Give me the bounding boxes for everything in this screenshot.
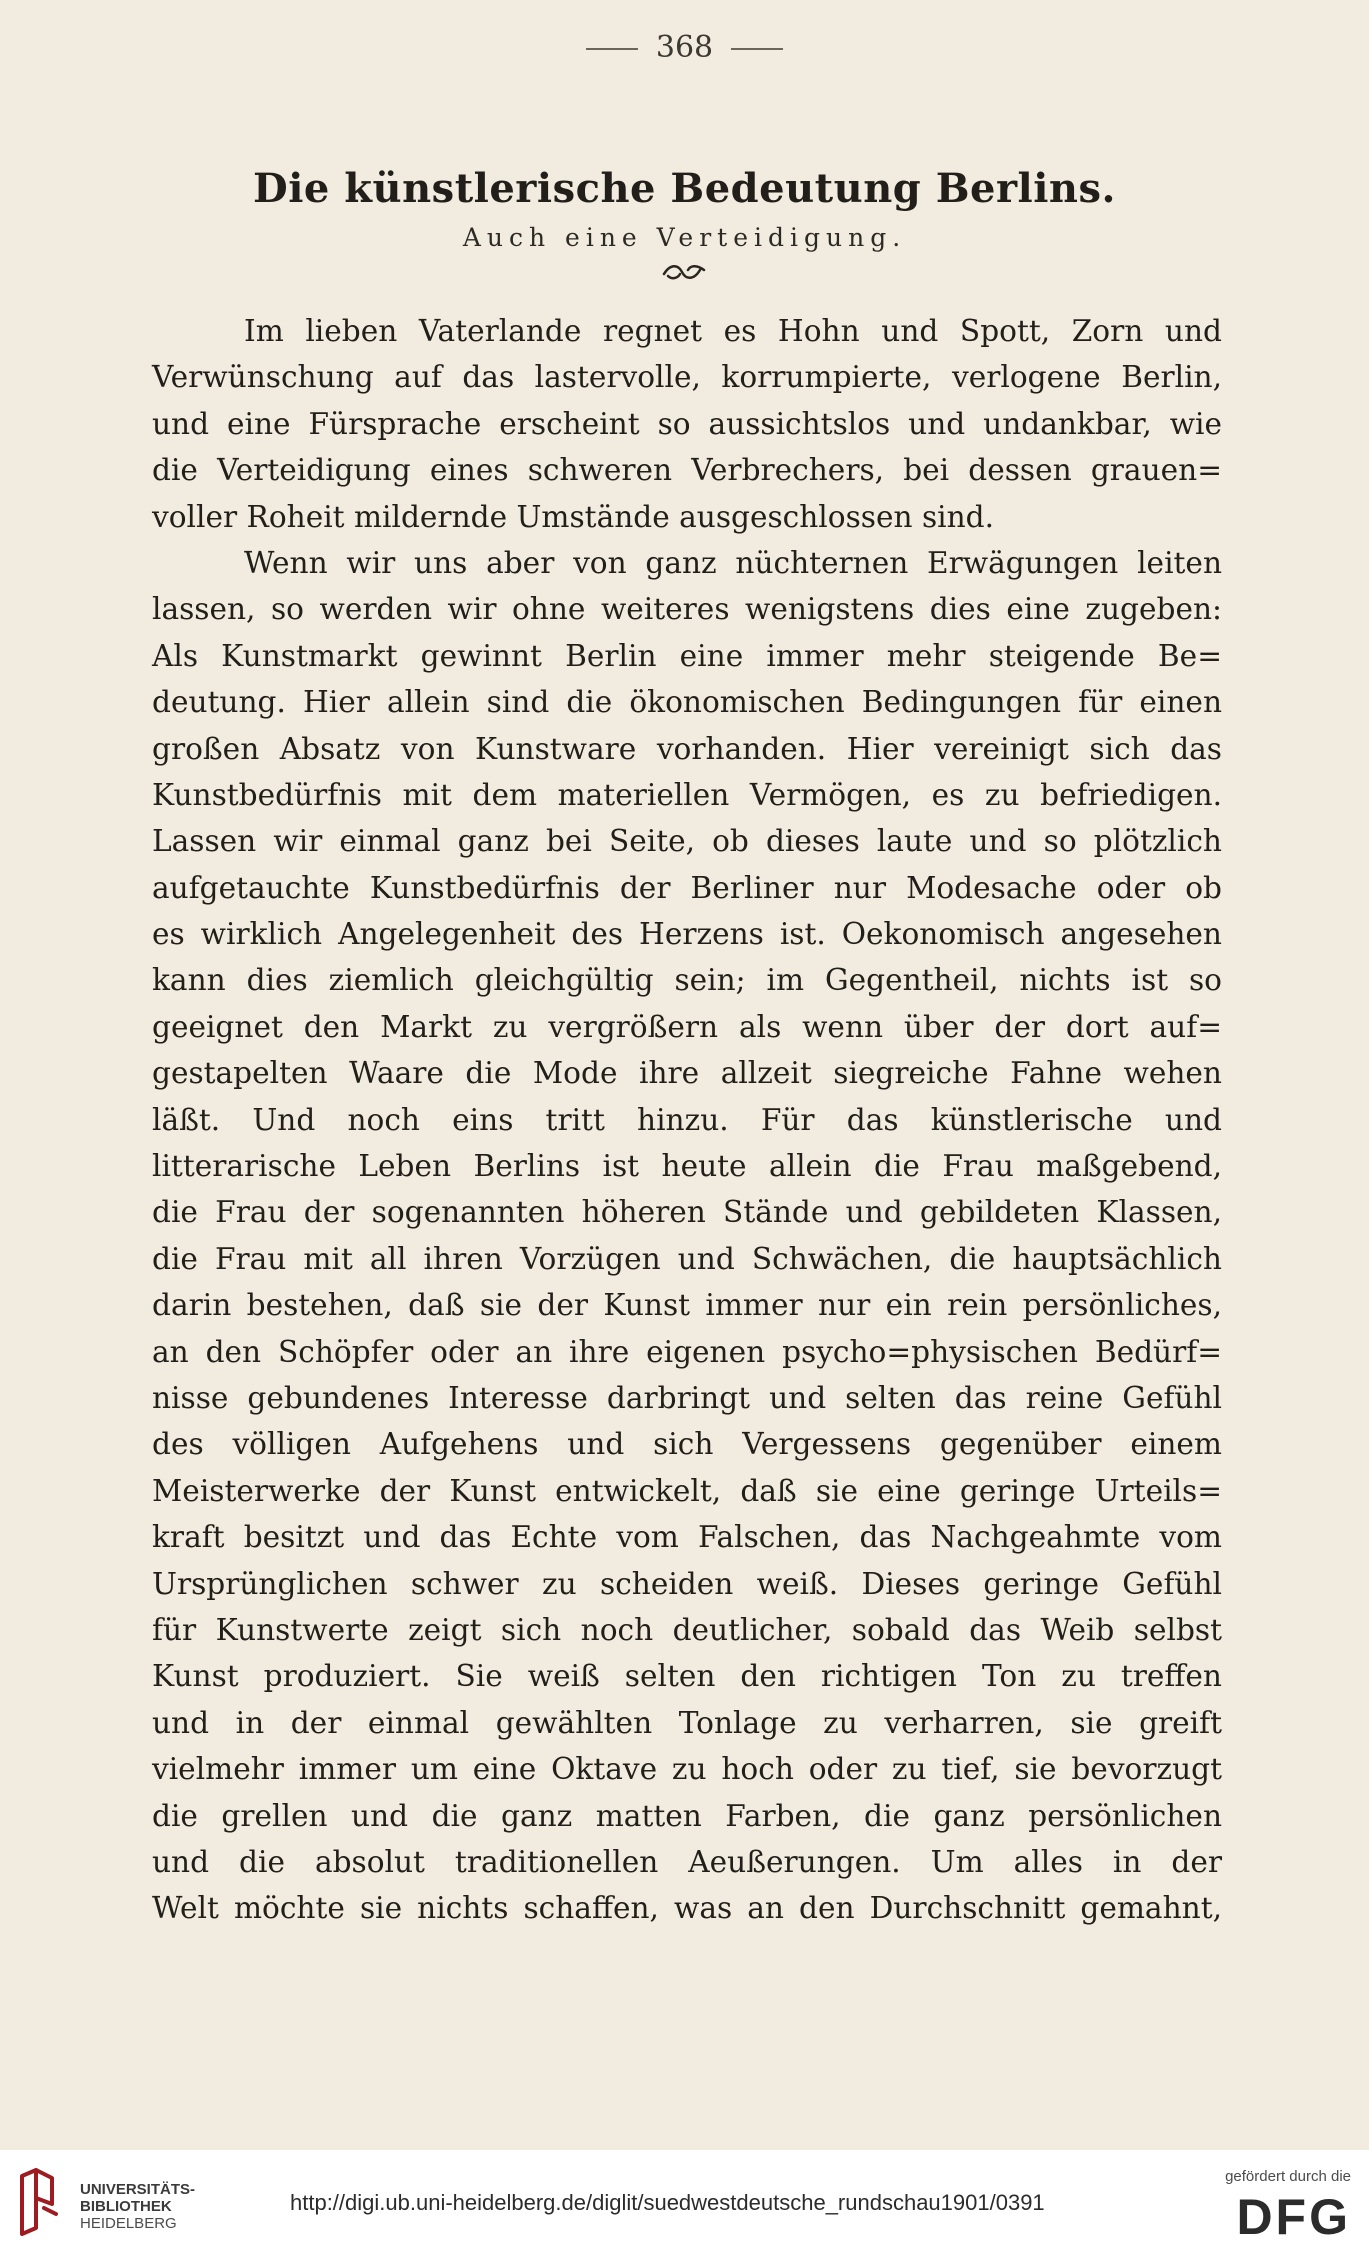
flourish-ornament-icon	[660, 262, 708, 282]
text-line: Als Kunstmarkt gewinnt Berlin eine immer mehr steigende Be=	[152, 638, 1222, 673]
text-line: kann dies ziemlich gleichgültig sein; im Gegentheil, nichts ist so	[152, 963, 1222, 998]
text-line: die Verteidigung eines schweren Verbrechers, bei dessen grauen=	[152, 453, 1222, 488]
funding-caption: gefördert durch die	[1225, 2168, 1351, 2185]
permalink-url[interactable]: http://digi.ub.uni-heidelberg.de/diglit/suedwestdeutsche_rundschau1901/0391	[290, 2190, 1045, 2215]
text-line: litterarische Leben Berlins ist heute allein die Frau maßgebend,	[152, 1149, 1222, 1184]
text-line: darin bestehen, daß sie der Kunst immer nur ein rein persönliches,	[152, 1288, 1222, 1323]
text-line: die grellen und die ganz matten Farben, die ganz persönlichen	[152, 1798, 1222, 1833]
text-line: für Kunstwerte zeigt sich noch deutlicher, sobald das Weib selbst	[152, 1612, 1222, 1647]
library-name-line: BIBLIOTHEK	[80, 2198, 172, 2215]
text-line: vielmehr immer um eine Oktave zu hoch oder zu tief, sie bevorzugt	[152, 1752, 1222, 1787]
library-name-line: UNIVERSITÄTS-	[80, 2181, 196, 2198]
text-line: des völligen Aufgehens und sich Vergessens gegenüber einem	[152, 1427, 1222, 1462]
text-line: die Frau mit all ihren Vorzügen und Schwächen, die hauptsächlich	[152, 1241, 1222, 1276]
text-line: großen Absatz von Kunstware vorhanden. Hier vereinigt sich das	[152, 731, 1222, 766]
dfg-logo: DFG	[1236, 2189, 1351, 2245]
text-line: Lassen wir einmal ganz bei Seite, ob dieses laute und so plötzlich	[152, 824, 1222, 859]
page-header	[0, 30, 1369, 65]
text-line: läßt. Und noch eins tritt hinzu. Für das künstlerische und	[152, 1102, 1222, 1137]
article-body	[152, 308, 1222, 1932]
text-line: gestapelten Waare die Mode ihre allzeit siegreiche Fahne wehen	[152, 1056, 1222, 1091]
university-library-logo-icon	[16, 2168, 60, 2236]
text-line: Verwünschung auf das lastervolle, korrumpierte, verlogene Berlin,	[152, 360, 1222, 395]
text-line: und die absolut traditionellen Aeußerungen. Um alles in der	[152, 1844, 1222, 1879]
text-line: es wirklich Angelegenheit des Herzens ist. Oekonomisch angesehen	[152, 917, 1222, 952]
viewer-footer	[0, 2150, 1369, 2256]
text-line: kraft besitzt und das Echte vom Falschen, das Nachgeahmte vom	[152, 1520, 1222, 1555]
text-line: Kunstbedürfnis mit dem materiellen Vermögen, es zu befriedigen.	[152, 777, 1222, 812]
text-line: Meisterwerke der Kunst entwickelt, daß sie eine geringe Urteils=	[152, 1473, 1222, 1508]
text-line: Welt möchte sie nichts schaffen, was an den Durchschnitt gemahnt,	[152, 1891, 1222, 1926]
text-line: voller Roheit mildernde Umstände ausgeschlossen sind.	[152, 499, 995, 534]
text-line: geeignet den Markt zu vergrößern als wenn über der dort auf=	[152, 1009, 1222, 1044]
text-line: Wenn wir uns aber von ganz nüchternen Erwägungen leiten	[244, 545, 1222, 580]
text-line: nisse gebundenes Interesse darbringt und selten das reine Gefühl	[152, 1380, 1222, 1415]
rule-ornament-left	[586, 48, 638, 50]
university-library-name	[80, 2181, 195, 2232]
article-title: Die künstlerische Bedeutung Berlins.	[253, 165, 1116, 212]
text-line: die Frau der sogenannten höheren Stände und gebildeten Klassen,	[152, 1195, 1222, 1230]
text-line: an den Schöpfer oder an ihre eigenen psycho=physischen Bedürf=	[152, 1334, 1222, 1369]
rule-ornament-right	[731, 48, 783, 50]
page-number: 368	[655, 30, 714, 65]
text-line: lassen, so werden wir ohne weiteres wenigstens dies eine zugeben:	[152, 592, 1222, 627]
text-line: Ursprünglichen schwer zu scheiden weiß. Dieses geringe Gefühl	[152, 1566, 1222, 1601]
text-line: aufgetauchte Kunstbedürfnis der Berliner nur Modesache oder ob	[152, 870, 1222, 905]
text-line: Im lieben Vaterlande regnet es Hohn und Spott, Zorn und	[244, 314, 1222, 348]
text-line: und in der einmal gewählten Tonlage zu verharren, sie greift	[152, 1705, 1222, 1740]
article-subtitle: Auch eine Verteidigung.	[462, 223, 907, 252]
text-line: deutung. Hier allein sind die ökonomischen Bedingungen für einen	[152, 685, 1222, 720]
text-line: Kunst produziert. Sie weiß selten den richtigen Ton zu treffen	[152, 1659, 1222, 1694]
text-line: und eine Fürsprache erscheint so aussichtslos und undankbar, wie	[152, 406, 1222, 441]
library-name-line: HEIDELBERG	[80, 2215, 177, 2232]
